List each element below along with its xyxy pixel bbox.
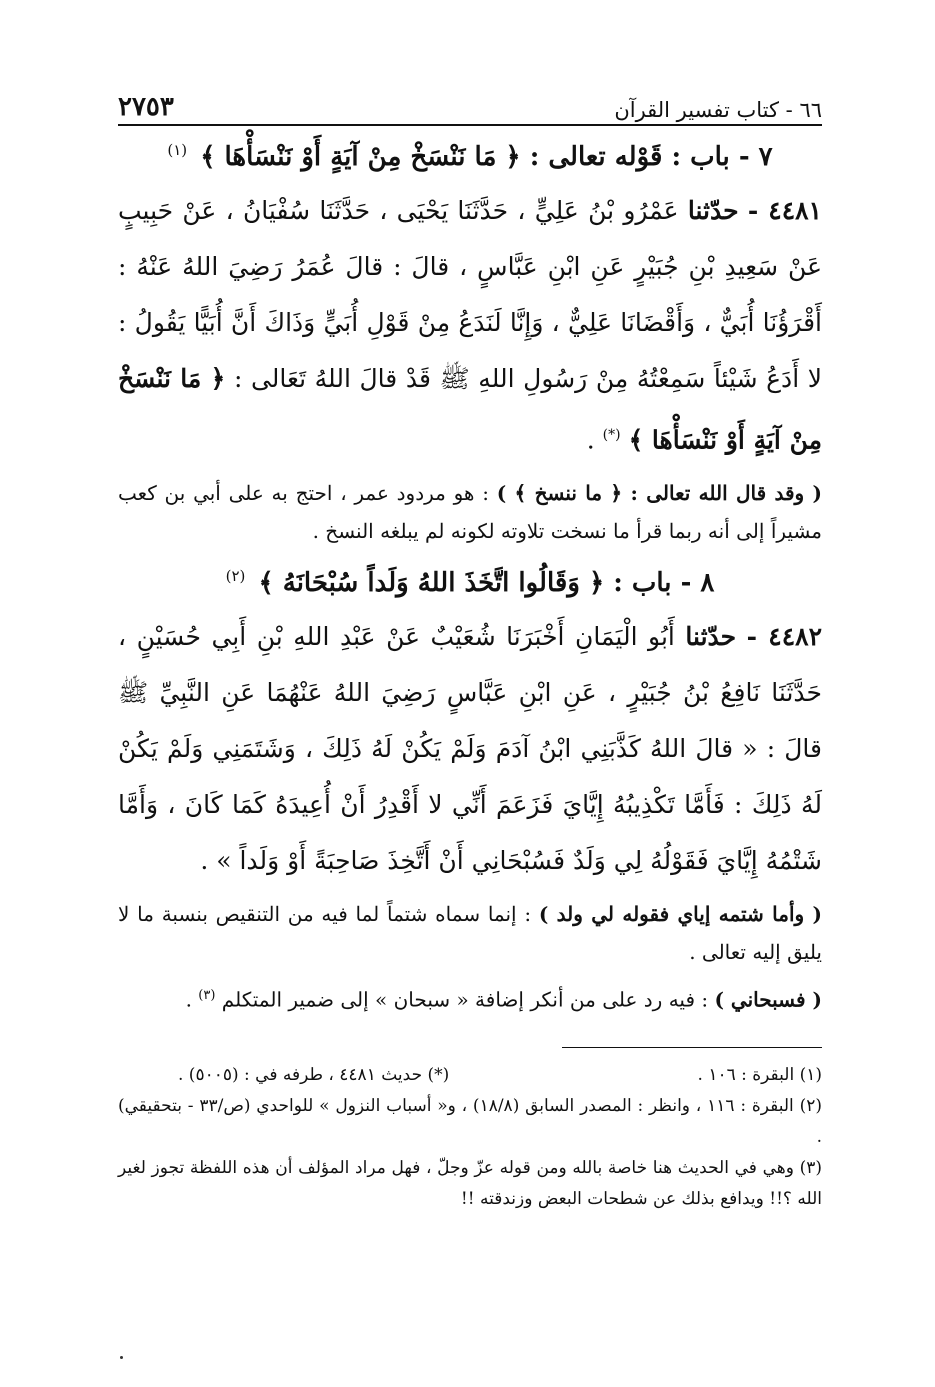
commentary-paragraph — [118, 895, 822, 971]
commentary-lemma: ( وقد قال الله تعالى : ﴿ ما ننسخ ﴾ ) — [496, 481, 823, 506]
commentary-paragraph — [118, 977, 822, 1019]
chapter-heading-text: ٨ - باب : ﴿ وَقَالُوا اتَّخَذَ اللهُ وَلَداً سُبْحَانَهُ ﴾ — [258, 568, 715, 599]
footnotes — [118, 1060, 822, 1215]
footnote-marker: (٢) — [225, 567, 246, 586]
hadith-number: ٤٤٨١ - — [747, 195, 822, 225]
hadith-lead: حدّثنا — [685, 621, 737, 651]
footnote-marker: (٣) — [198, 987, 216, 1003]
commentary-lemma: ( فسبحاني ) — [714, 987, 822, 1012]
hadith-4482 — [118, 609, 822, 889]
commentary-lemma: ( وأما شتمه إياي فقوله لي ولد ) — [538, 901, 822, 926]
book-page — [118, 78, 822, 1215]
hadith-number: ٤٤٨٢ - — [746, 621, 823, 651]
hadith-lead: حدّثنا — [687, 195, 739, 225]
page-header — [118, 78, 822, 126]
footnote-divider — [562, 1047, 822, 1048]
hadith-end: . — [586, 425, 595, 455]
chapter-heading-text: ٧ - باب : قَوْله تعالى : ﴿ مَا نَنْسَخْ مِنْ آيَةٍ أَوْ نَنْسَأْهَا ﴾ — [200, 142, 773, 172]
footnote-row — [118, 1060, 822, 1091]
running-title: ٦٦ - كتاب تفسير القرآن — [614, 98, 822, 122]
footnote-marker: (١) — [167, 141, 188, 160]
chapter-heading-7 — [118, 134, 822, 181]
footnote-2: (٢) البقرة : ١١٦ ، وانظر : المصدر السابق (١٨/٨) ، و« أسباب النزول » للواحدي (ص/٣٣ - بتحقيقي) . — [118, 1095, 822, 1147]
commentary-text: : إنما سماه شتماً لما فيه من التنقيص بنسبة ما لا يليق إليه تعالى . — [118, 901, 822, 964]
footnote-3: (٣) وهي في الحديث هنا خاصة بالله ومن قوله عزّ وجلّ ، فهل مراد المؤلف أن هذه اللفظة تجوز لغير الله ؟!! ويدافع بذلك عن شطحات البعض وزندقته !! — [118, 1157, 822, 1209]
hadith-text: أَبُو الْيَمَانِ أَخْبَرَنَا شُعَيْبٌ عَنْ عَبْدِ اللهِ بْنِ أَبِي حُسَيْنٍ ، حَدَّثَنَا نَافِعُ بْنُ جُبَيْرٍ ، عَنِ ابْنِ عَبَّاسٍ رَضِيَ اللهُ عَنْهُمَا عَنِ النَّبِيِّ ﷺ قالَ : « قالَ اللهُ كَذَّبَنِي ابْنُ آدَمَ وَلَمْ يَكُنْ لَهُ ذَلِكَ ، وَشَتَمَنِي وَلَمْ يَكُنْ لَهُ ذَلِكَ : فَأَمَّا تَكْذِيبُهُ إِيَّايَ فَزَعَمَ أَنِّي لا أَقْدِرُ أَنْ أُعِيدَهُ كَمَا كَانَ ، وَأَمَّا شَتْمُهُ إِيَّايَ فَقَوْلُهُ لِي وَلَدٌ فَسُبْحَانِي أَنْ أَتَّخِذَ صَاحِبَةً أَوْ وَلَداً » . — [118, 621, 822, 875]
hadith-4481 — [118, 183, 822, 468]
commentary-paragraph — [118, 474, 822, 550]
page-speck — [120, 1356, 123, 1359]
commentary-end: . — [185, 987, 192, 1012]
footnote-star: (*) حديث ٤٤٨١ ، طرفه في : (٥٠٠٥) . — [178, 1064, 450, 1085]
chapter-heading-8 — [118, 560, 822, 607]
quran-quote: ﴿ مَا نَنْسَخْ مِنْ آيَةٍ أَوْ نَنْسَأْهَا ﴾ — [118, 363, 822, 455]
footnote-marker: (*) — [602, 426, 621, 443]
footnote-1: (١) البقرة : ١٠٦ . — [697, 1064, 822, 1085]
commentary-text: : فيه رد على من أنكر إضافة « سبحان » إلى ضمير المتكلم — [221, 987, 709, 1012]
commentary-text: : هو مردود عمر ، احتج به على أبي بن كعب مشيراً إلى أنه ربما قرأ ما نسخت تلاوته لكونه لم يبلغه النسخ . — [118, 481, 822, 544]
page-number: ٢٧٥٣ — [118, 92, 174, 122]
hadith-text: عَمْرُو بْنُ عَلِيٍّ ، حَدَّثَنَا يَحْيَى ، حَدَّثَنَا سُفْيَانُ ، عَنْ حَبِيبٍ عَنْ سَعِيدِ بْنِ جُبَيْرٍ عَنِ ابْنِ عَبَّاسٍ ، قالَ : قالَ عُمَرُ رَضِيَ اللهُ عَنْهُ : أَقْرَؤُنَا أُبَيٌّ ، وَأَقْضَانَا عَلِيٌّ ، وَإِنَّا لَنَدَعُ مِنْ قَوْلِ أُبَيٍّ وَذَاكَ أَنَّ أُبَيًّا يَقُولُ : لا أَدَعُ شَيْئاً سَمِعْتُهُ مِنْ رَسُولِ اللهِ ﷺ قَدْ قالَ اللهُ تَعَالى : — [118, 195, 823, 393]
